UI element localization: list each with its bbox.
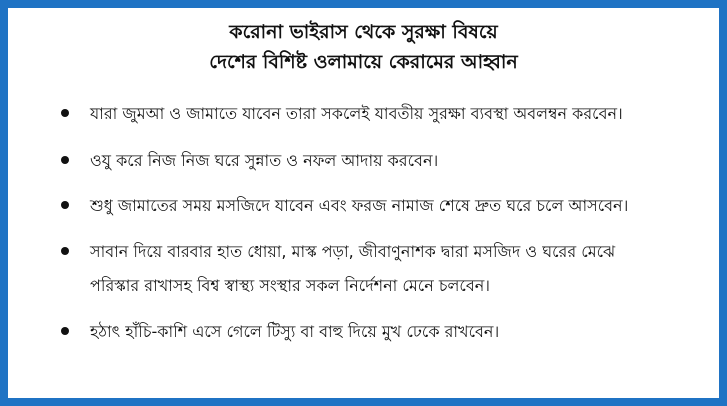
bullet-dot <box>61 201 69 209</box>
notice-title-line-1: করোনা ভাইরাস থেকে সুরক্ষা বিষয়ে <box>229 21 498 43</box>
bullet-item-1: যারা জুমআ ও জামাতে যাবেন তারা সকলেই যাবতীয় সুরক্ষা ব্যবস্থা অবলম্বন করবেন। <box>90 104 623 123</box>
bullet-dot <box>61 247 69 255</box>
notice-title-line-2: দেশের বিশিষ্ট ওলামায়ে কেরামের আহ্বান <box>209 51 518 73</box>
bullet-dot <box>61 156 69 164</box>
bullet-item-4-line-2: পরিস্কার রাখাসহ বিশ্ব স্বাস্থ্য সংস্থার সকল নির্দেশনা মেনে চলবেন। <box>90 276 490 295</box>
bullet-item-5: হঠাৎ হাঁচি-কাশি এসে গেলে টিস্যু বা বাহু দিয়ে মুখ ঢেকে রাখবেন। <box>90 322 500 341</box>
bullet-dot <box>61 109 69 117</box>
bullet-item-4-line-1: সাবান দিয়ে বারবার হাত ধোয়া, মাস্ক পড়া, জীবাণুনাশক দ্বারা মসজিদ ও ঘরের মেঝে <box>90 242 616 261</box>
bullet-item-2: ওযু করে নিজ নিজ ঘরে সুন্নাত ও নফল আদায় করবেন। <box>90 151 439 170</box>
bullet-dot <box>61 327 69 335</box>
bullet-item-3: শুধু জামাতের সময় মসজিদে যাবেন এবং ফরজ নামাজ শেষে দ্রুত ঘরে চলে আসবেন। <box>90 196 629 215</box>
bullet-list <box>8 8 719 398</box>
